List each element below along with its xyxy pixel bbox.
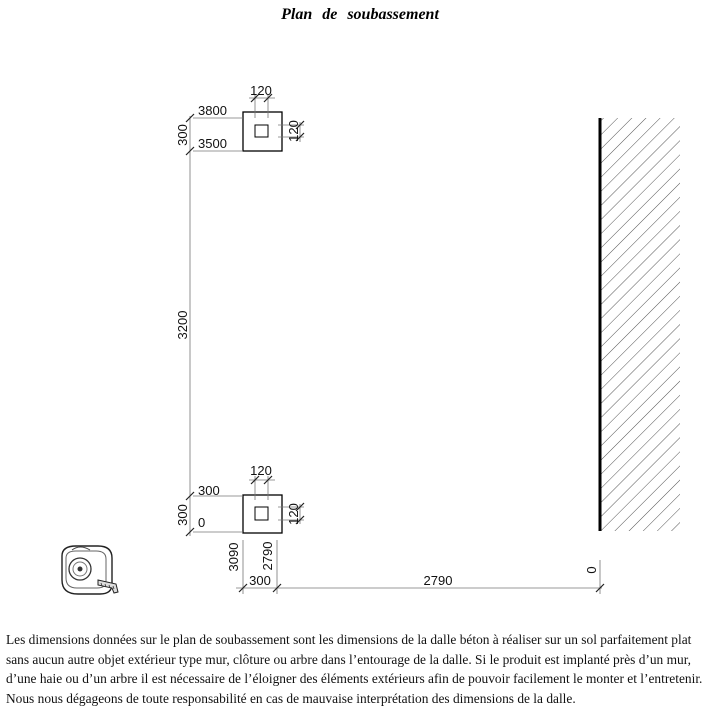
left-top-dimension-label: 300 (175, 124, 190, 146)
tape-measure-icon (62, 546, 118, 594)
top-block-outer (243, 112, 282, 151)
wall-hatching (600, 118, 680, 531)
top-block-inner (255, 125, 268, 137)
top-foundation-block (243, 112, 282, 151)
x-span-label: 2790 (423, 573, 453, 588)
dimension-lines (190, 94, 602, 594)
bottom-foundation-block (243, 495, 282, 533)
top-outer-coordinate-label: 3800 (198, 103, 227, 118)
x-300-label: 300 (249, 573, 271, 588)
bottom-block-inner (255, 507, 268, 520)
page-title: Plan de soubassement (281, 6, 439, 23)
bottom-inner-coordinate-label: 0 (198, 515, 206, 530)
bottom-block-height-label: 120 (286, 503, 301, 525)
disclaimer-note: Les dimensions données sur le plan de soubassement sont les dimensions de la dalle béton à réaliser sur un sol parfaitement plat sans aucun autre objet extérieur type mur, clôture ou arbre dans l’entourage de la dalle. Si le produit est implanté près d’un mur, d’une haie ou d’un arbre il est nécessaire de l’éloigner des éléments extérieurs afin de pouvoir facilement le monter et l’entretenir. Nous nous dégageons de toute responsabilité en cas de mauvaise interprétation des dimensions de la dalle. (6, 632, 703, 706)
x-3090-label: 3090 (226, 542, 241, 572)
bottom-block-outer (243, 495, 282, 533)
wall (600, 118, 680, 531)
x-zero-label: 0 (584, 566, 599, 574)
bottom-block-width-label: 120 (250, 463, 272, 478)
x-2790-label: 2790 (260, 541, 275, 571)
vertical-span-label: 3200 (175, 310, 190, 340)
top-inner-coordinate-label: 3500 (198, 136, 227, 151)
bottom-outer-coordinate-label: 300 (198, 483, 220, 498)
left-bottom-dimension-label: 300 (175, 504, 190, 526)
top-block-height-label: 120 (286, 120, 301, 142)
top-block-width-label: 120 (250, 83, 272, 98)
dimension-ticks (186, 94, 604, 592)
